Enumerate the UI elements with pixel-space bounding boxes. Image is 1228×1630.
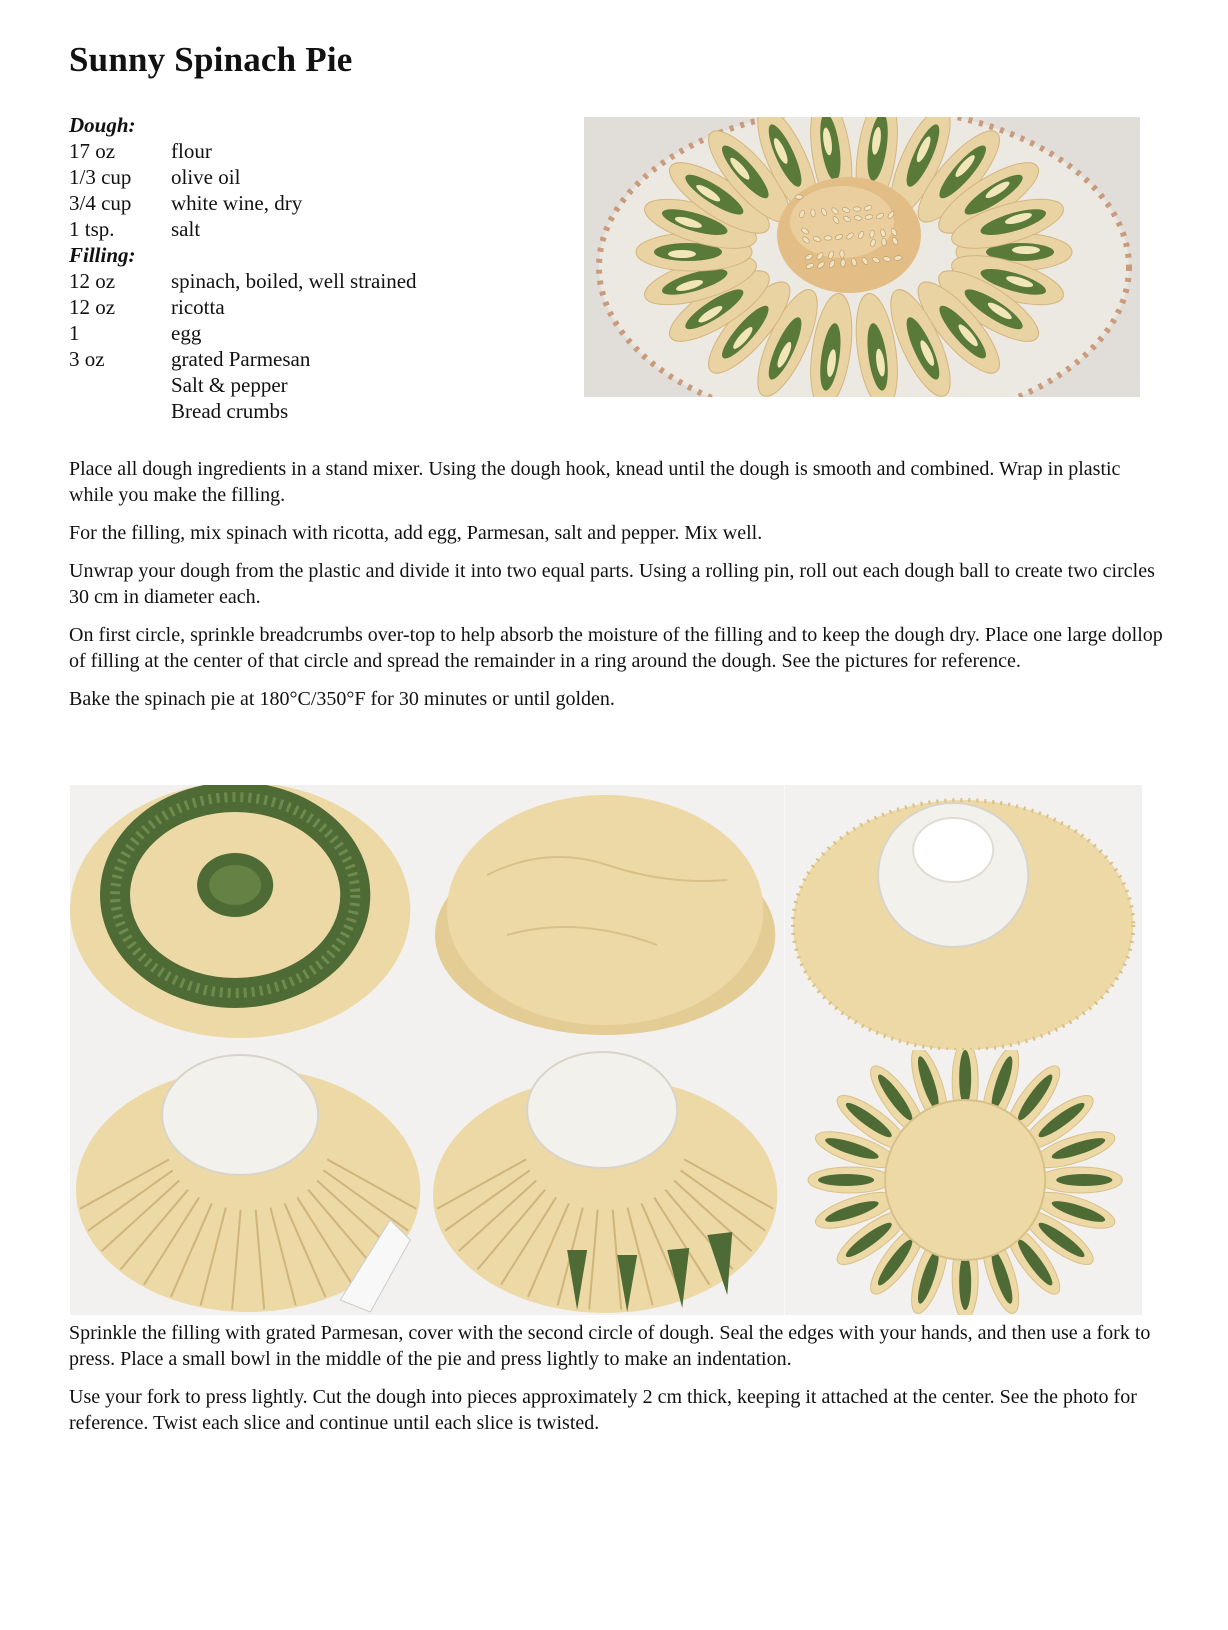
ingredient-row [69, 164, 417, 190]
instruction-paragraph: On first circle, sprinkle breadcrumbs over-top to help absorb the moisture of the filling and to keep the dough dry. Place one large dollop of filling at the center of that circle and spread the remainder in a ring around the dough. See the pictures for reference. [69, 624, 1163, 672]
ingredient-name: white wine, dry [171, 191, 303, 215]
ingredient-qty [69, 398, 171, 424]
instruction-paragraph: Place all dough ingredients in a stand mixer. Using the dough hook, knead until the dough is smooth and combined. Wrap in plastic while you make the filling. [69, 458, 1121, 506]
ingredient-qty: 12 oz [69, 269, 116, 293]
recipe-title: Sunny Spinach Pie [69, 40, 353, 79]
ingredient-name: grated Parmesan [171, 347, 311, 371]
ingredient-qty: 3/4 cup [69, 191, 132, 215]
ingredient-name: spinach, boiled, well strained [171, 269, 417, 293]
ingredient-qty: 12 oz [69, 295, 116, 319]
step-photo-twisting [427, 1050, 784, 1315]
ingredient-name: egg [171, 321, 202, 345]
ingredient-name: Bread crumbs [171, 399, 289, 423]
ingredient-qty: 1 [69, 321, 80, 345]
dough-heading: Dough: [69, 113, 136, 137]
ingredient-name: Salt & pepper [171, 373, 288, 397]
ingredient-qty: 3 oz [69, 347, 105, 371]
ingredient-row [69, 138, 417, 164]
ingredient-row [69, 294, 417, 320]
ingredient-name: olive oil [171, 165, 241, 189]
ingredient-row [69, 346, 417, 372]
filling-heading: Filling: [69, 243, 136, 267]
ingredient-row [69, 216, 417, 242]
ingredient-row [69, 190, 417, 216]
ingredients-list [69, 112, 417, 424]
instruction-paragraph: Sprinkle the filling with grated Parmesan, cover with the second circle of dough. Seal the edges with your hands, and then use a fork to press. Place a small bowl in the middle of the pie and press lightly to make an indentation. [69, 1322, 1151, 1370]
ingredient-qty: 17 oz [69, 139, 116, 163]
ingredient-qty: 1/3 cup [69, 165, 132, 189]
step-photo-sunflower [785, 1050, 1142, 1315]
step-photo-cutting [70, 1050, 427, 1315]
ingredient-name: flour [171, 139, 212, 163]
instruction-paragraph: Unwrap your dough from the plastic and divide it into two equal parts. Using a rolling pin, roll out each dough ball to create two circles 30 cm in diameter each. [69, 560, 1155, 608]
ingredient-qty [69, 372, 171, 398]
finished-pie-photo [584, 117, 1140, 397]
step-photo-covered [427, 785, 784, 1050]
ingredient-row [69, 398, 417, 424]
ingredient-row [69, 320, 417, 346]
instructions-bottom [69, 1320, 1169, 1448]
step-photo-filling-ring [70, 785, 427, 1050]
ingredient-qty: 1 tsp. [69, 217, 115, 241]
instruction-paragraph: Bake the spinach pie at 180°C/350°F for 30 minutes or until golden. [69, 688, 615, 710]
step-photo-grid [70, 785, 1142, 1315]
instruction-paragraph: For the filling, mix spinach with ricotta, add egg, Parmesan, salt and pepper. Mix well. [69, 522, 763, 544]
ingredient-name: salt [171, 217, 201, 241]
instructions-top [69, 456, 1169, 724]
ingredient-row [69, 268, 417, 294]
ingredient-name: ricotta [171, 295, 225, 319]
step-photo-bowl-press [785, 785, 1142, 1050]
instruction-paragraph: Use your fork to press lightly. Cut the dough into pieces approximately 2 cm thick, keeping it attached at the center. See the photo for reference. Twist each slice and continue until each slice is twisted. [69, 1386, 1137, 1434]
ingredient-row [69, 372, 417, 398]
